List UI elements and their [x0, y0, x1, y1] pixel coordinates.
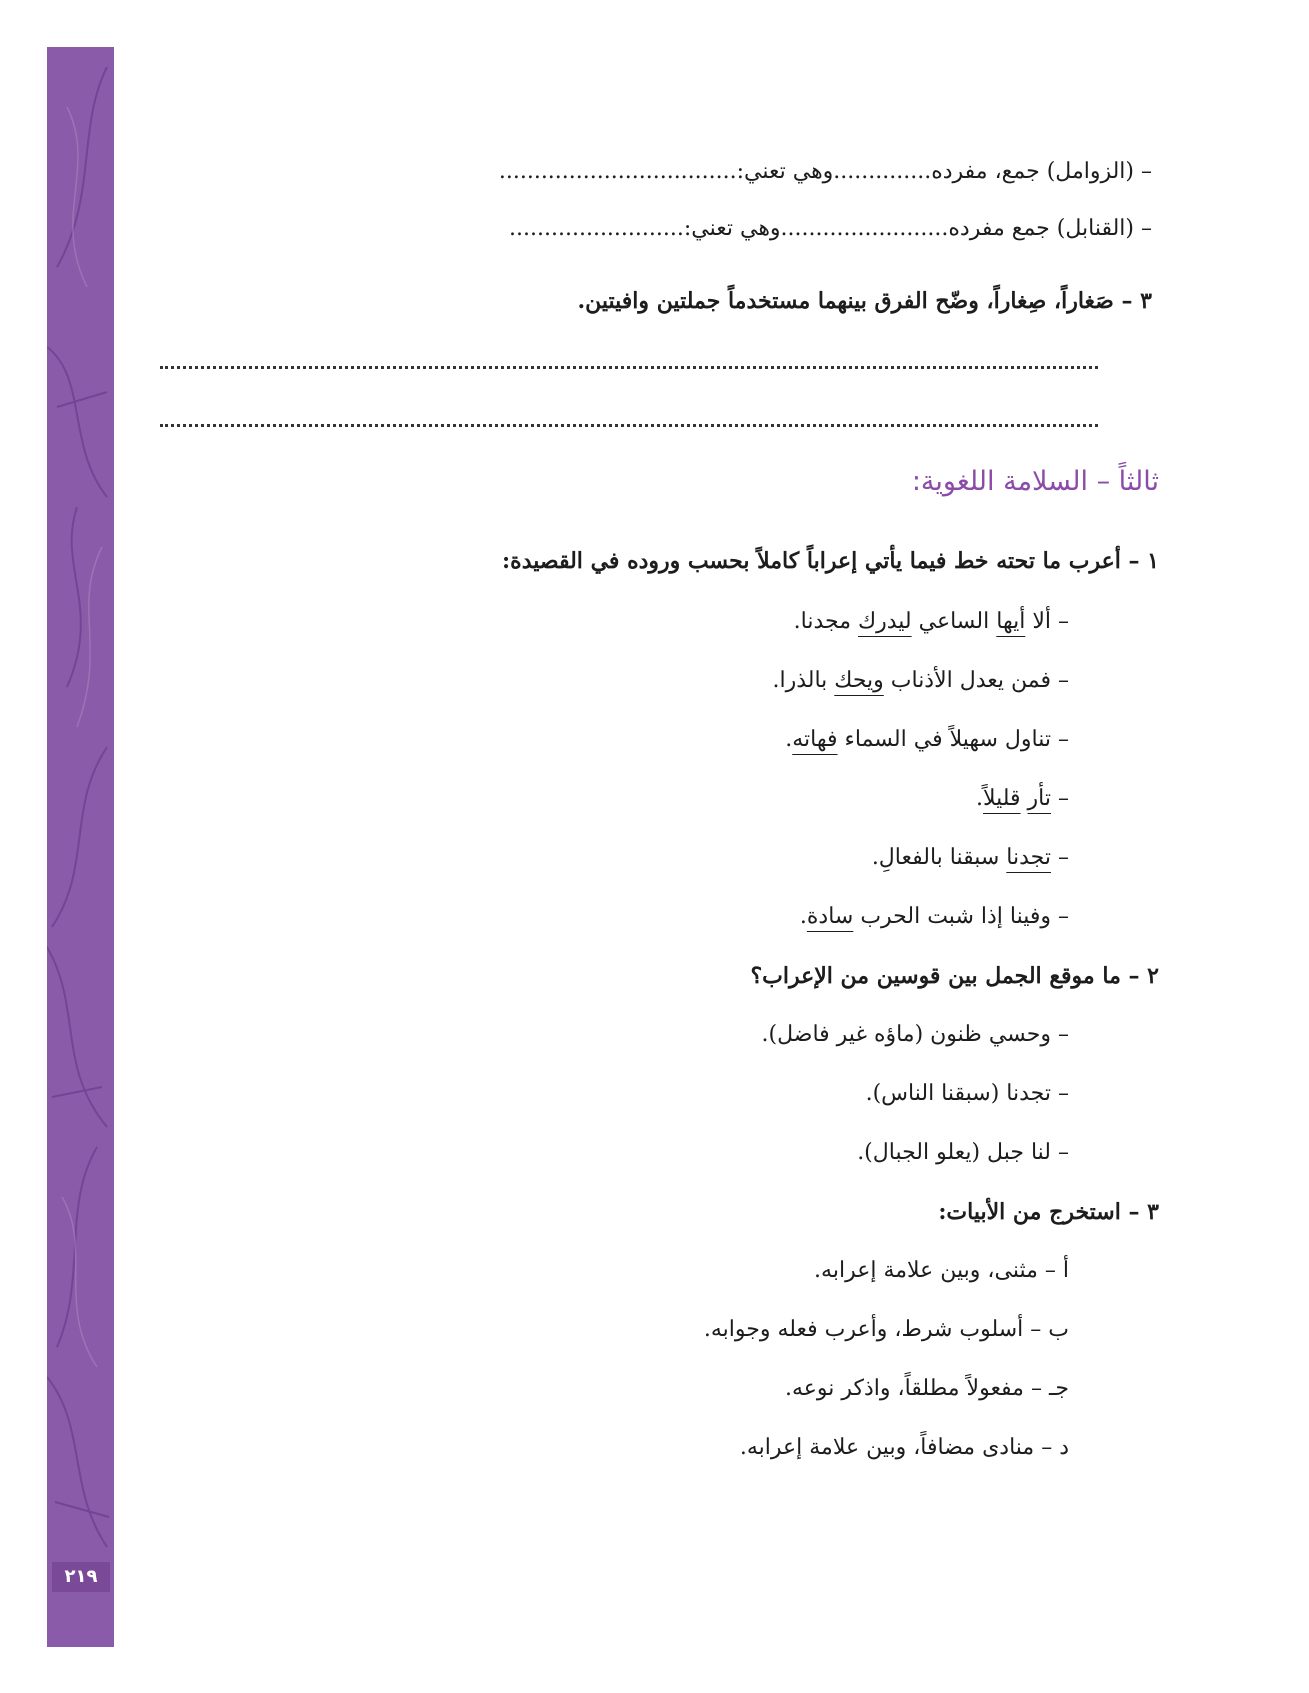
q1-item-text: – فمن يعدل الأذناب — [883, 668, 1069, 693]
q1-item-text — [1021, 786, 1028, 811]
underlined-word: تجدنا — [1006, 845, 1051, 870]
section-heading: ثالثاً – السلامة اللغوية: — [911, 466, 1159, 497]
question-2-prompt: ٢ – ما موقع الجمل بين قوسين من الإعراب؟ — [750, 963, 1159, 989]
q3-item: د – منادى مضافاً، وبين علامة إعرابه. — [739, 1435, 1069, 1460]
q2-item: – وحسي ظنون (ماؤه غير فاضل). — [761, 1022, 1069, 1047]
q1-item-text: . — [785, 727, 793, 752]
q2-item: – تجدنا (سبقنا الناس). — [865, 1081, 1069, 1106]
q1-item — [794, 605, 1069, 639]
q3-item: ب – أسلوب شرط، وأعرب فعله وجوابه. — [703, 1317, 1069, 1342]
q1-item-text: – تناول سهيلاً في السماء — [837, 727, 1069, 752]
q1-item — [976, 782, 1069, 816]
question-3b-prompt: ٣ – استخرج من الأبيات: — [938, 1199, 1159, 1225]
decorative-sidebar — [47, 47, 114, 1647]
q1-item — [785, 723, 1069, 757]
q1-item-text: – — [1051, 845, 1069, 870]
question-3-prompt: ٣ – صَغاراً، صِغاراً، وضّح الفرق بينهما مستخدماً جملتين وافيتين. — [577, 288, 1152, 314]
underlined-word: ويحك — [834, 668, 884, 693]
vocab-line-zawamil: – (الزوامل) جمع، مفرده..............وهي تعني:.................................. — [498, 159, 1152, 184]
answer-dotted-line — [160, 420, 1098, 427]
q1-item-text: . — [799, 904, 807, 929]
q1-item — [872, 841, 1069, 875]
q1-item-text: سبقنا بالفعالِ. — [871, 845, 1007, 870]
answer-dotted-line — [160, 362, 1098, 369]
q1-item-text: بالذرا. — [772, 668, 835, 693]
q1-item-text: مجدنا. — [793, 609, 858, 634]
underlined-word: سادة — [806, 904, 854, 929]
q1-item-text: – ألا — [1025, 609, 1069, 634]
q1-item-text: – وفينا إذا شبت الحرب — [853, 904, 1069, 929]
underlined-word: أيها — [996, 609, 1026, 634]
question-1-prompt: ١ – أعرب ما تحته خط فيما يأتي إعراباً كاملاً بحسب وروده في القصيدة: — [502, 548, 1159, 574]
q3-item: جـ – مفعولاً مطلقاً، واذكر نوعه. — [784, 1376, 1069, 1401]
q2-item: – لنا جبل (يعلو الجبال). — [857, 1140, 1069, 1165]
q1-item-text: الساعي — [911, 609, 997, 634]
vocab-line-qanabil: – (القنابل) جمع مفرده........................وهي تعني:......................... — [509, 216, 1152, 241]
q1-item — [800, 900, 1069, 934]
underlined-word: قليلاً — [982, 786, 1021, 811]
q1-item — [772, 664, 1069, 698]
sidebar-pattern — [47, 47, 114, 1647]
underlined-word: ليدرك — [857, 609, 912, 634]
underlined-word: تأر — [1027, 786, 1051, 811]
underlined-word: فهاته — [792, 727, 838, 752]
q3-item: أ – مثنى، وبين علامة إعرابه. — [814, 1258, 1069, 1283]
page-number: ٢١٩ — [52, 1562, 110, 1592]
q1-item-text: – — [1051, 786, 1069, 811]
q1-item-text: . — [975, 786, 983, 811]
